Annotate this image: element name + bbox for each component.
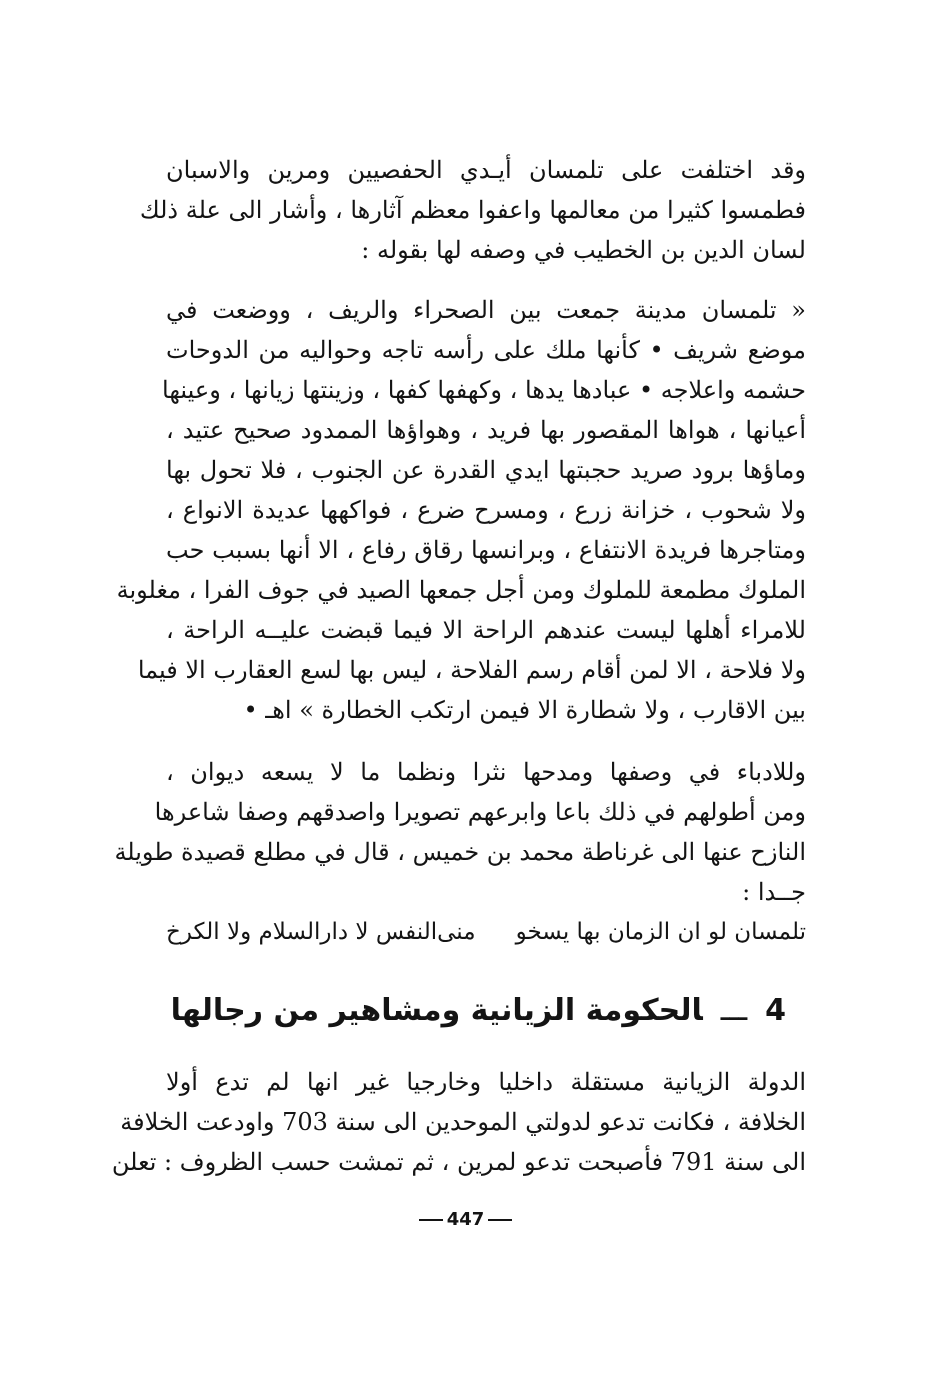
text-line: وللادباء في وصفها ومدحها نثرا ونظما ما لا يسعه ديوان ،	[166, 758, 806, 786]
text-line: أعيانها ، هواها المقصور بها فريد ، وهواؤها الممدود صحيح عتيد ،	[166, 416, 806, 444]
text-line: الخلافة ، فكانت تدعو لدولتي الموحدين الى سنة 703 واودعت الخلافة	[120, 1108, 806, 1136]
paragraph-state	[111, 1062, 807, 1182]
text-line: وماؤها برود صريد حجبتها ايدي القدرة عن الجنوب ، فلا تحول بها	[166, 456, 807, 484]
text-line: ولا فلاحة ، الا لمن أقام رسم الفلاحة ، ليس بها لسع العقارب الا فيما	[137, 656, 806, 684]
page-number	[0, 1208, 931, 1232]
text-line: « تلمسان مدينة جمعت بين الصحراء والريف ، ووضعت في	[166, 296, 806, 324]
text-line: للامراء أهلها ليست عندهم الراحة الا فيما قبضت عليــه الراحة ،	[166, 616, 806, 644]
section-dash: ـــ	[720, 993, 748, 1028]
text-line: لسان الدين بن الخطيب في وصفه لها بقوله :	[361, 236, 806, 264]
text-line: بين الاقارب ، ولا شطارة الا فيمن ارتكب الخطارة » اهـ •	[243, 696, 806, 724]
poem-verse	[166, 912, 806, 952]
section-number: 4	[765, 993, 786, 1028]
verse-hemistich-first: تلمسان لو ان الزمان بها يسخو	[515, 919, 806, 945]
page-number-value: 447	[446, 1209, 485, 1230]
text-line: وقد اختلفت على تلمسان أيـدي الحفصيين ومرين والاسبان	[166, 156, 806, 184]
page-number-rule-left	[419, 1219, 443, 1221]
text-line: الملوك مطمعة للملوك ومن أجل جمعها الصيد في جوف الفرا ، مغلوبة	[116, 576, 806, 604]
text-line: ومتاجرها فريدة الانتفاع ، وبرانسها رقاق رفاع ، الا أنها بسبب حب	[166, 536, 806, 564]
text-line: الدولة الزيانية مستقلة داخليا وخارجيا غير انها لم تدع أولا	[166, 1068, 807, 1096]
paragraph-poets	[114, 752, 806, 912]
text-line: ومن أطولهم في ذلك باعا وابرعهم تصويرا واصدقهم وصفا شاعرها	[154, 798, 806, 826]
paragraph-quote	[116, 290, 807, 730]
page-number-rule-right	[488, 1219, 512, 1221]
text-line: النازح عنها الى غرناطة محمد بن خميس ، قال في مطلع قصيدة طويلة	[114, 838, 806, 866]
verse-hemistich-second: منى‌النفس لا دارالسلام ولا الكرخ	[166, 919, 476, 945]
text-line: ولا شحوب ، خزانة زرع ، ومسرح ضرع ، فواكهها عديدة الانواع ،	[166, 496, 806, 524]
text-line: فطمسوا كثيرا من معالمها واعفوا معظم آثارها ، وأشار الى علة ذلك	[139, 196, 806, 224]
text-line: جــدا :	[742, 878, 806, 906]
text-line: موضع شريف • كأنها ملك على رأسه تاجه وحواليه من الدوحات	[166, 336, 806, 364]
section-title: الحكومة الزيانية ومشاهير من رجالها	[170, 993, 703, 1028]
text-line: حشمه واعلاجه • عبادها يدها ، وكهفها كفها ، وزينتها زيانها ، وعينها	[162, 376, 806, 404]
text-line: الى سنة 791 فأصبحت تدعو لمرين ، ثم تمشت حسب الظروف : تعلن	[111, 1148, 806, 1176]
section-heading	[166, 986, 786, 1036]
paragraph-intro	[139, 150, 806, 270]
